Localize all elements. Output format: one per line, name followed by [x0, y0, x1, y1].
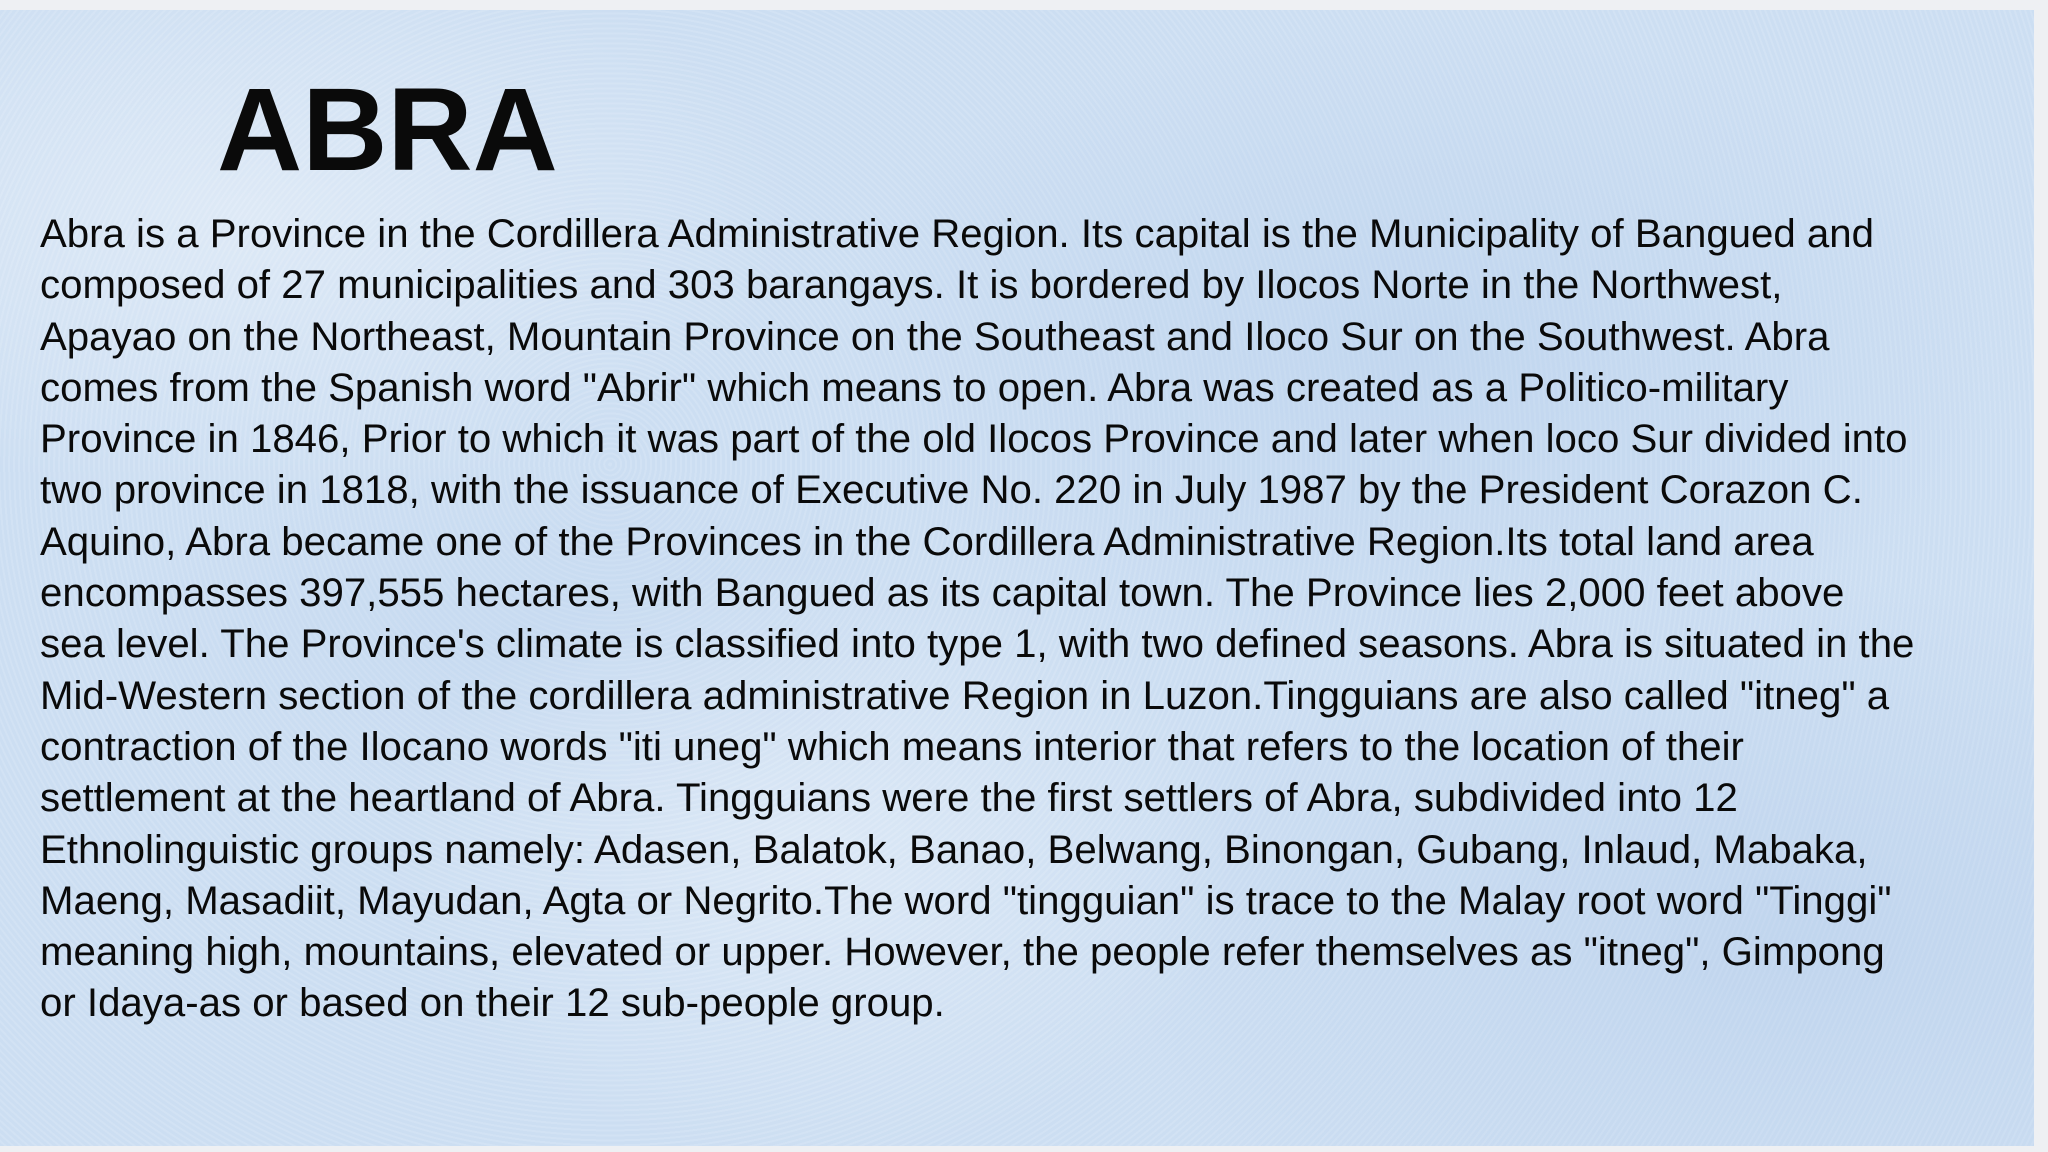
body-line: Ethnolinguistic groups namely: Adasen, Balatok, Banao, Belwang, Binongan, Gubang, Inlaud, Mabaka,: [40, 826, 1868, 872]
body-line: two province in 1818, with the issuance of Executive No. 220 in July 1987 by the President Corazon C.: [40, 467, 1863, 513]
body-line: composed of 27 municipalities and 303 barangays. It is bordered by Ilocos Norte in the Northwest,: [40, 262, 1783, 308]
body-line: contraction of the Ilocano words "iti uneg" which means interior that refers to the location of their: [40, 723, 1744, 769]
slide-title: ABRA: [217, 64, 558, 196]
body-line: Province in 1846, Prior to which it was part of the old Ilocos Province and later when loco Sur divided into: [40, 416, 1908, 462]
body-line: meaning high, mountains, elevated or upper. However, the people refer themselves as "itneg", Gimpong: [40, 929, 1885, 975]
body-line: Abra is a Province in the Cordillera Administrative Region. Its capital is the Municipality of Bangued and: [40, 211, 1874, 256]
slide-body-text: [40, 208, 2030, 1029]
body-line: settlement at the heartland of Abra. Tingguians were the first settlers of Abra, subdivided into 12: [40, 775, 1738, 821]
body-line: Apayao on the Northeast, Mountain Province on the Southeast and Iloco Sur on the Southwest. Abra: [40, 313, 1830, 359]
body-line: sea level. The Province's climate is classified into type 1, with two defined seasons. Abra is situated in the: [40, 621, 1915, 667]
body-line: or Idaya-as or based on their 12 sub-people group.: [40, 980, 945, 1026]
body-line: comes from the Spanish word "Abrir" which means to open. Abra was created as a Politico-military: [40, 364, 1789, 410]
slide: [0, 10, 2034, 1146]
body-line: encompasses 397,555 hectares, with Bangued as its capital town. The Province lies 2,000 feet above: [40, 570, 1845, 616]
body-line: Aquino, Abra became one of the Provinces in the Cordillera Administrative Region.Its total land area: [40, 518, 1814, 564]
body-line: Maeng, Masadiit, Mayudan, Agta or Negrito.The word "tingguian" is trace to the Malay root word "Tinggi": [40, 877, 1892, 923]
body-line: Mid-Western section of the cordillera administrative Region in Luzon.Tingguians are also called "itneg" a: [40, 672, 1890, 718]
